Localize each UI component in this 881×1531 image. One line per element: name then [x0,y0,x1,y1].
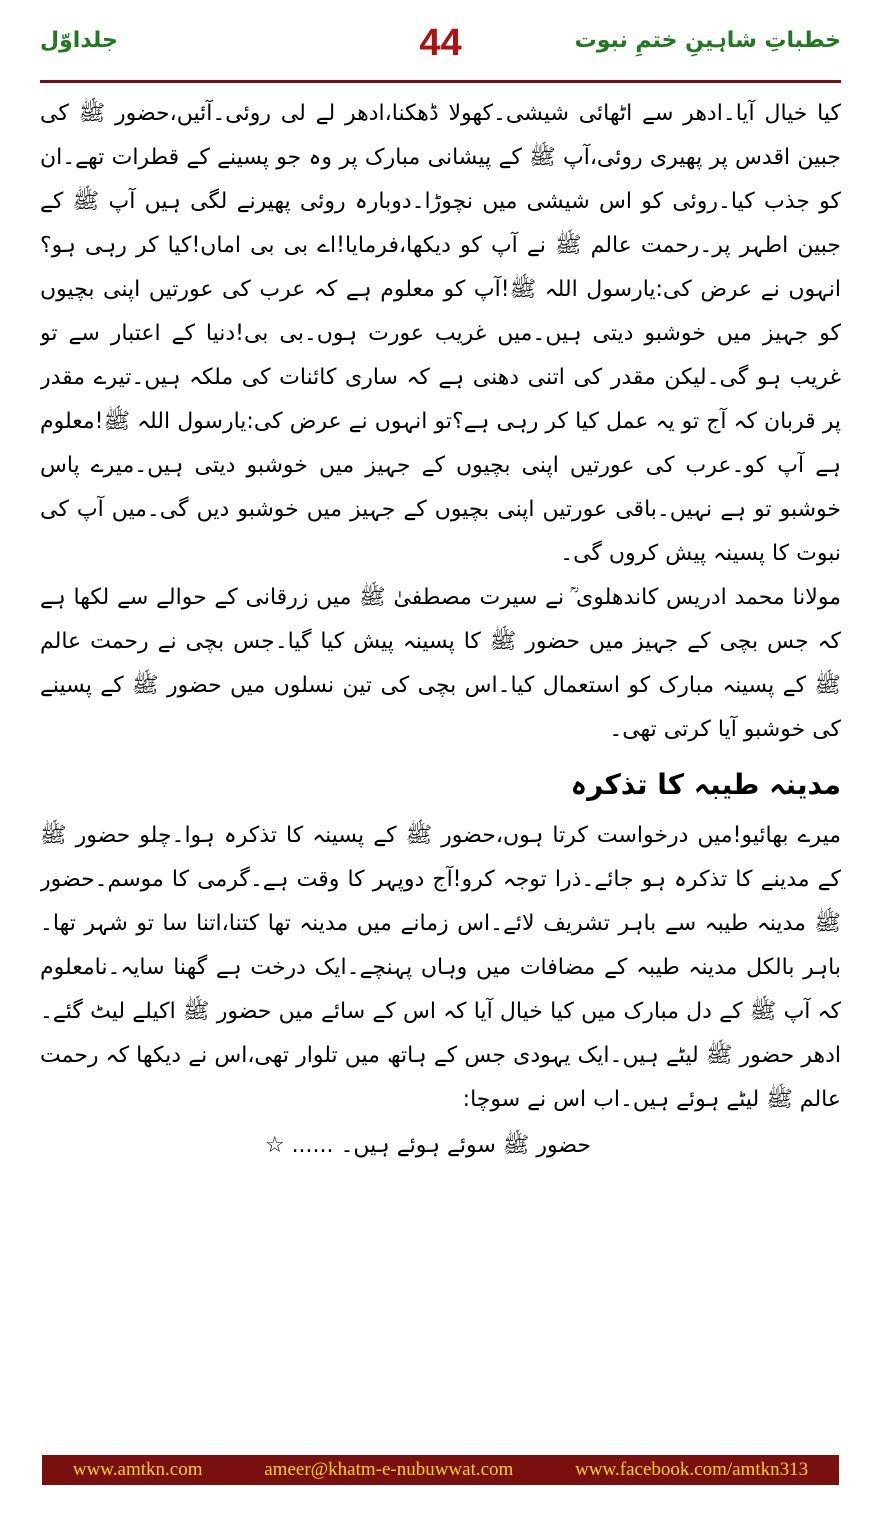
email-link[interactable]: ameer@khatm-e-nubuwwat.com [264,1459,514,1480]
section-heading: مدینہ طیبہ کا تذکرہ [570,768,841,801]
verse-text: حضور ﷺ سوئے ہوئے ہیں۔ [340,1133,591,1158]
footer-bar [42,1455,839,1485]
paragraph: کیا خیال آیا۔ادھر سے اٹھائی شیشی۔کھولا ڈھکنا،ادھر لے لی روئی۔آئیں،حضور ﷺ کی جبین اقدس پر پھیری روئی،آپ ﷺ کے پیشانی مبارک پر وہ جو پسینے کے قطرات تھے۔ان کو جذب کیا۔روئی کو اس شیشی میں نچوڑا۔دوبارہ روئی پھیرنے لگی ہیں آپ ﷺ کے جبین اطہر پر۔رحمت عالم ﷺ نے آپ کو دیکھا،فرمایا!اے بی بی اماں!کیا کر رہی ہو؟انہوں نے عرض کی:یارسول اللہ ﷺ!آپ کو معلوم ہے کہ عرب کی عورتیں اپنی بچیوں کو جہیز میں خوشبو دیتی ہیں۔میں غریب عورت ہوں۔بی بی!دنیا کے اعتبار سے تو غریب ہو گی۔لیکن مقدر کی اتنی دھنی ہے کہ ساری کائنات کی ملکہ ہیں۔تیرے مقدر پر قربان کہ آج تو یہ عمل کیا کر رہی ہے؟تو انہوں نے عرض کی:یارسول اللہ ﷺ!معلوم ہے آپ کو۔عرب کی عورتیں اپنی بچیوں کے جہیز میں خوشبو دیتی ہیں۔میرے پاس خوشبو تو ہے نہیں۔باقی عورتیں اپنی بچیوں کے جہیز میں خوشبو دیں گی۔میں آپ کی نبوت کا پسینہ پیش کروں گی۔ [40,101,841,566]
verse-dots: ...... [291,1133,334,1158]
website-link[interactable]: www.amtkn.com [72,1459,203,1480]
section-paragraph: میرے بھائیو!میں درخواست کرتا ہوں،حضور ﷺ کے پسینہ کا تذکرہ ہوا۔چلو حضور ﷺ کے مدینے کا تذکرہ ہو جائے۔ذرا توجہ کرو!آج دوپہر کا وقت ہے۔گرمی کا موسم۔حضور ﷺ مدینہ طیبہ سے باہر تشریف لائے۔اس زمانے میں مدینہ تھا کتنا،اتنا سا تو شہر تھا۔باہر بالکل مدینہ طیبہ کے مضافات میں وہاں پہنچے۔ایک درخت ہے گھنا سایہ۔نامعلوم کہ آپ ﷺ کے دل مبارک میں کیا خیال آیا کہ اس کے سائے میں حضور ﷺ اکیلے لیٹ گئے۔ادھر حضور ﷺ لیٹے ہیں۔ایک یہودی جس کے ہاتھ میں تلوار تھی،اس نے دیکھا کہ رحمت عالم ﷺ لیٹے ہوئے ہیں۔اب اس نے سوچا: [40,823,841,1112]
page-content [40,92,841,1412]
volume-label: جلداوّل [40,28,118,53]
book-title: خطباتِ شاہینِ ختمِ نبوت [574,28,841,53]
facebook-link[interactable]: www.facebook.com/amtkn313 [575,1459,809,1480]
paragraph: مولانا محمد ادریس کاندھلوی ؒ نے سیرت مصطفیٰ ﷺ میں زرقانی کے حوالے سے لکھا ہے کہ جس بچی کے جہیز میں حضور ﷺ کا پسینہ پیش کیا گیا۔جس بچی نے رحمت عالم ﷺ کے پسینہ مبارک کو استعمال کیا۔اس بچی کی تین نسلوں میں حضور ﷺ کے پسینے کی خوشبو آیا کرتی تھی۔ [40,585,841,742]
verse-line [40,1124,841,1168]
page-header [40,22,841,72]
header-rule [40,80,841,83]
star-icon: ☆ [264,1133,285,1158]
page-number: 44 [419,22,462,64]
